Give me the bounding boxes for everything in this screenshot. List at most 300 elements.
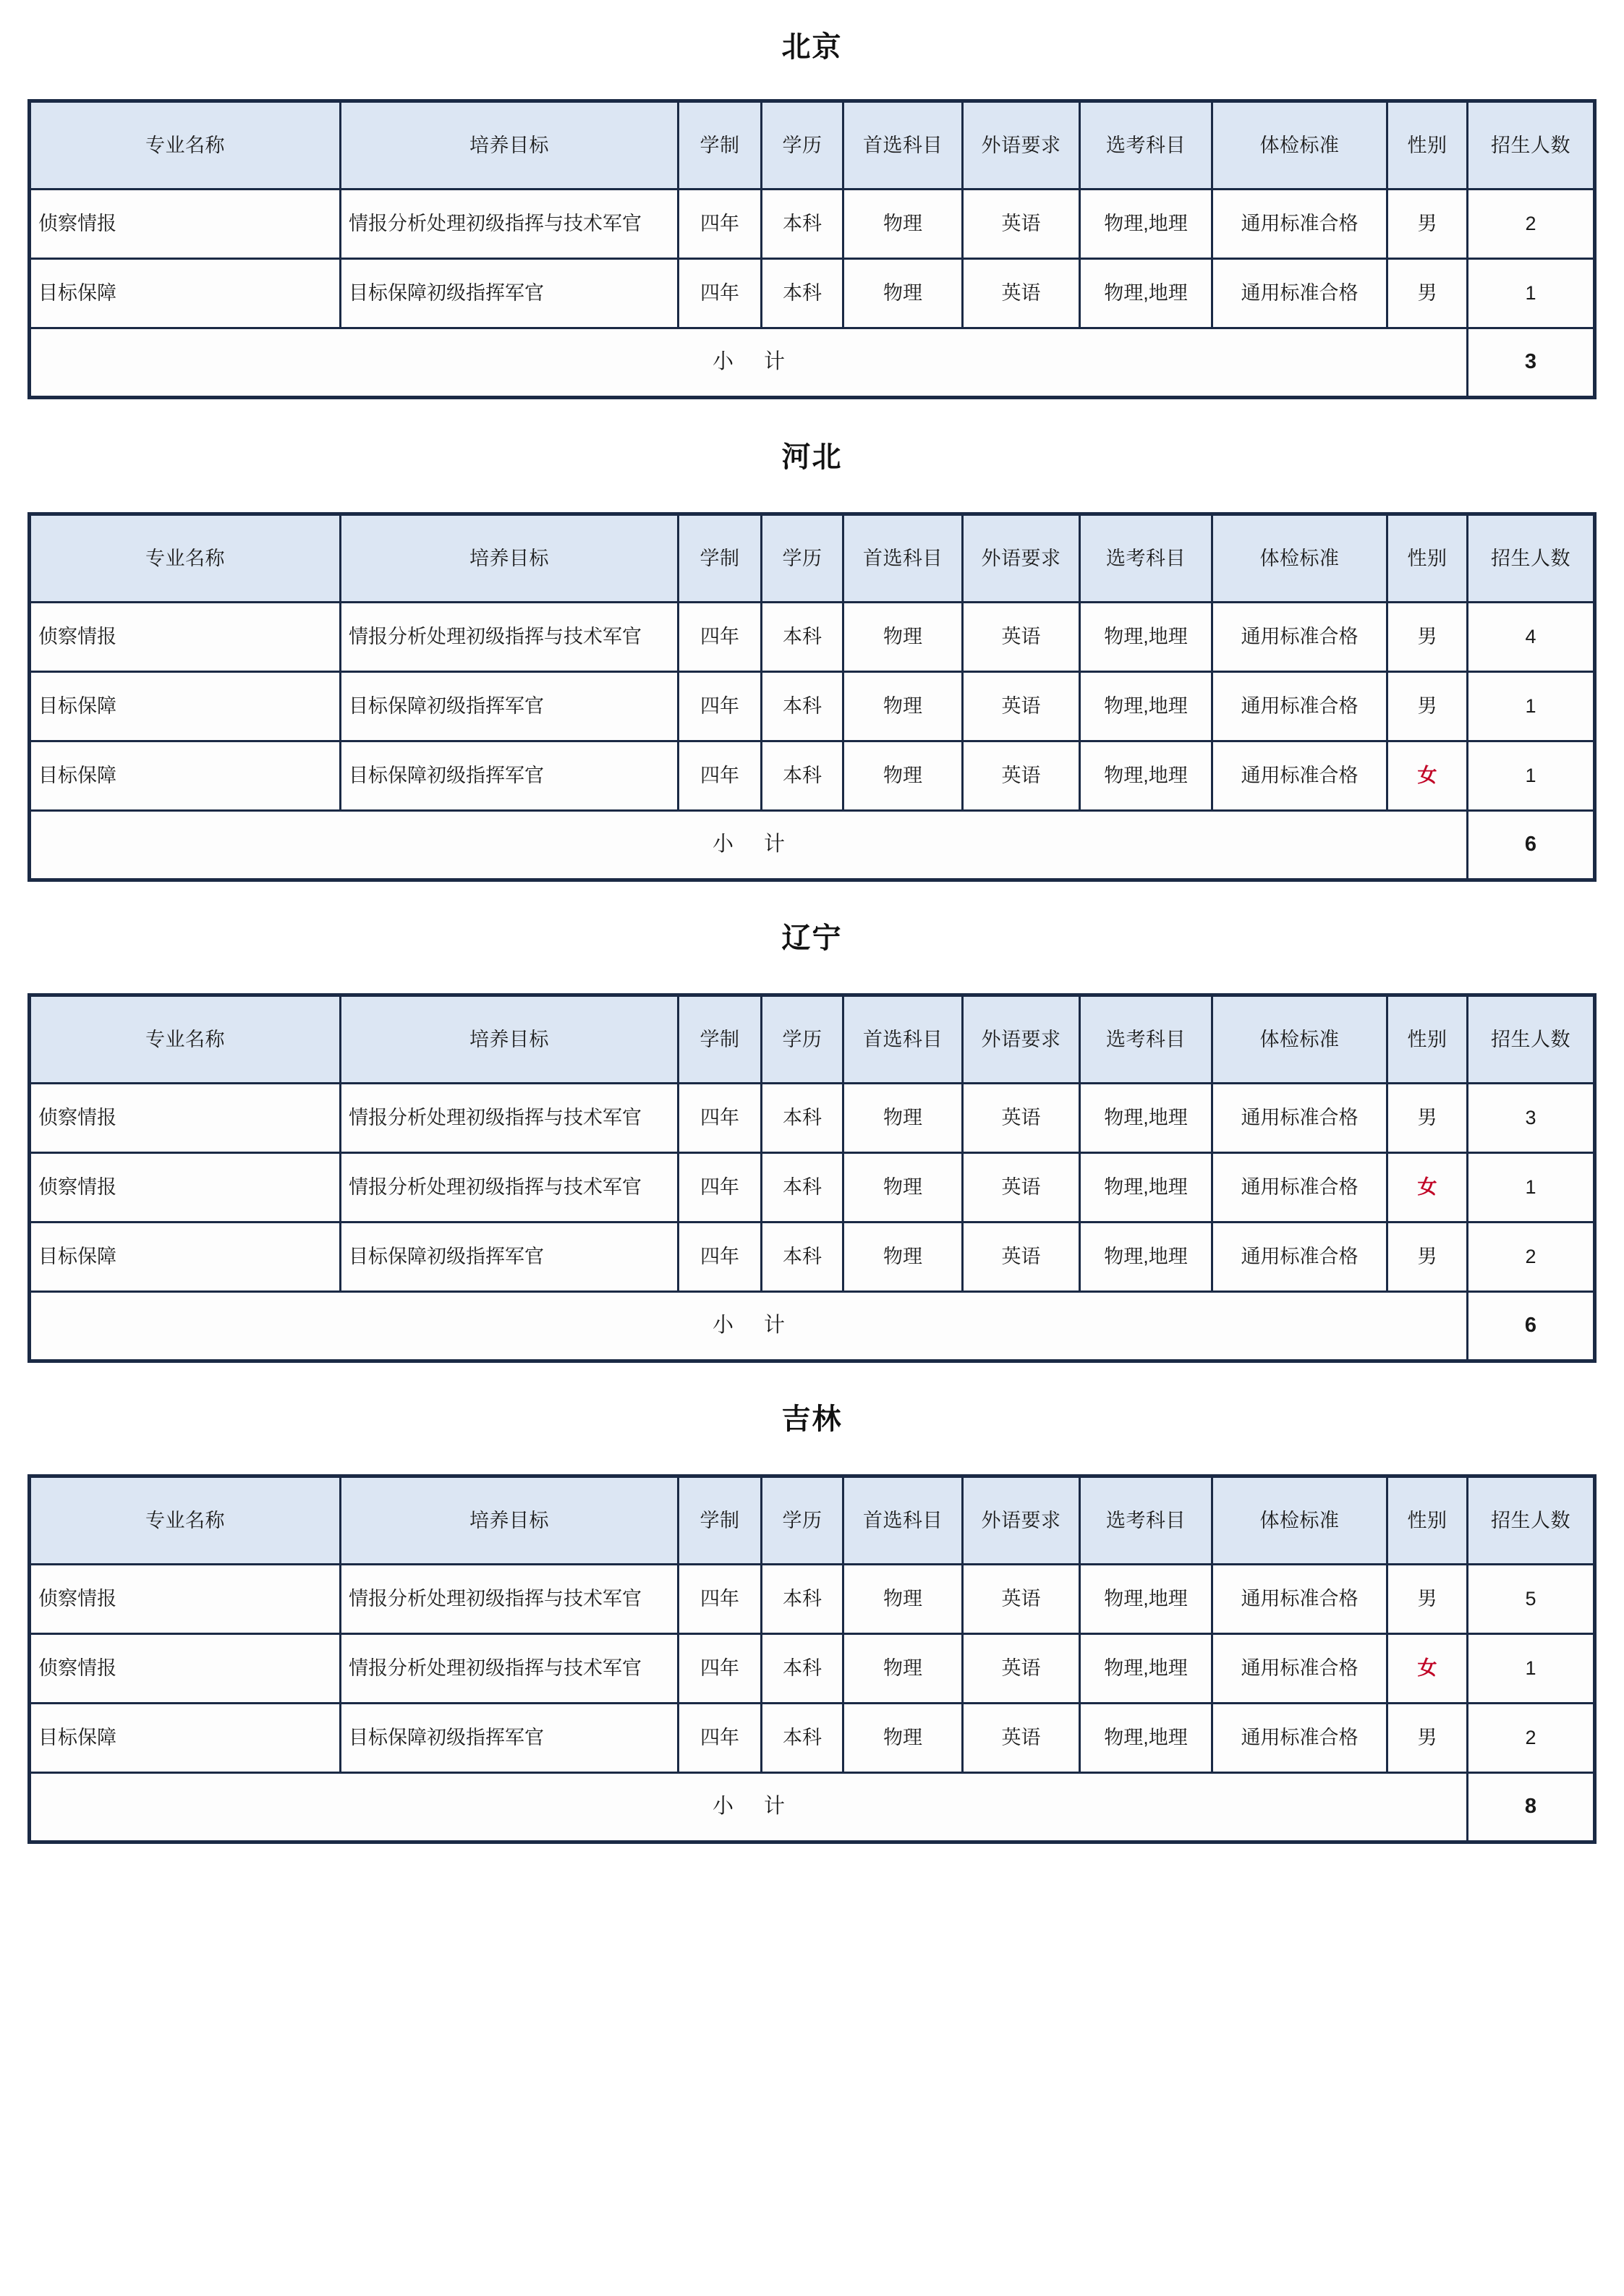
region-block: [0, 399, 1624, 882]
cell-elective: [1080, 1704, 1212, 1773]
goal-value: 目标保障初级指挥军官: [349, 282, 544, 305]
elective-value: 物理,地理: [1104, 765, 1188, 787]
table-wrapper: [0, 512, 1624, 882]
table-wrapper: [0, 99, 1624, 399]
years-value: 四年: [700, 1176, 739, 1199]
cell-language: [963, 1634, 1080, 1704]
column-header-first-subject: 首选科目: [843, 101, 963, 190]
degree-value: 本科: [783, 626, 822, 648]
cell-count: [1468, 1084, 1595, 1153]
goal-value: 情报分析处理初级指挥与技术军官: [349, 213, 642, 235]
major-value: 侦察情报: [38, 1588, 116, 1610]
first-subject-value: 物理: [883, 282, 922, 305]
cell-degree: [762, 741, 843, 811]
years-value: 四年: [700, 695, 739, 718]
cell-years: [679, 1223, 762, 1292]
table-row: [30, 1223, 1595, 1292]
column-header-first-subject: 首选科目: [843, 514, 963, 603]
column-header-goal: 培养目标: [341, 101, 679, 190]
cell-elective: [1080, 190, 1212, 259]
subtotal-value: [1468, 1292, 1595, 1361]
column-header-years: 学制: [679, 995, 762, 1084]
degree-value: 本科: [783, 1246, 822, 1268]
page-bottom-spacer: [0, 1844, 1624, 1931]
column-header-count: 招生人数: [1468, 101, 1595, 190]
table-row: [30, 1153, 1595, 1223]
cell-language: [963, 1084, 1080, 1153]
cell-medical: [1212, 1223, 1387, 1292]
table-row: [30, 1634, 1595, 1704]
major-value: 侦察情报: [38, 626, 116, 648]
column-header-elective: 选考科目: [1080, 995, 1212, 1084]
cell-count: [1468, 1153, 1595, 1223]
cell-first-subject: [843, 1084, 963, 1153]
cell-degree: [762, 1634, 843, 1704]
column-header-degree: 学历: [762, 101, 843, 190]
column-header-count: 招生人数: [1468, 1476, 1595, 1565]
degree-value: 本科: [783, 765, 822, 787]
table-row: [30, 672, 1595, 741]
cell-goal: [341, 190, 679, 259]
region-title: 吉林: [781, 1403, 843, 1435]
subtotal-row: [30, 328, 1595, 398]
gender-value: 男: [1417, 626, 1437, 648]
gender-value: 女: [1417, 1657, 1437, 1680]
cell-elective: [1080, 672, 1212, 741]
admission-table: [27, 99, 1597, 399]
cell-goal: [341, 1565, 679, 1634]
first-subject-value: 物理: [883, 626, 922, 648]
first-subject-value: 物理: [883, 695, 922, 718]
table-row: [30, 259, 1595, 328]
count-value: 5: [1525, 1588, 1536, 1610]
column-header-medical: 体检标准: [1212, 995, 1387, 1084]
admission-table: [27, 1474, 1597, 1844]
first-subject-value: 物理: [883, 1176, 922, 1199]
cell-language: [963, 741, 1080, 811]
region-block: [0, 1363, 1624, 1844]
table-row: [30, 1084, 1595, 1153]
cell-count: [1468, 672, 1595, 741]
first-subject-value: 物理: [883, 1657, 922, 1680]
table-header-row: [30, 101, 1595, 190]
degree-value: 本科: [783, 1107, 822, 1129]
column-header-years: 学制: [679, 514, 762, 603]
language-value: 英语: [1001, 765, 1041, 787]
cell-elective: [1080, 1084, 1212, 1153]
table-header-row: [30, 995, 1595, 1084]
admission-table: [27, 993, 1597, 1363]
column-header-medical: 体检标准: [1212, 101, 1387, 190]
elective-value: 物理,地理: [1104, 1176, 1188, 1199]
cell-count: [1468, 1223, 1595, 1292]
elective-value: 物理,地理: [1104, 626, 1188, 648]
cell-years: [679, 603, 762, 672]
elective-value: 物理,地理: [1104, 1588, 1188, 1610]
cell-elective: [1080, 603, 1212, 672]
degree-value: 本科: [783, 1727, 822, 1749]
first-subject-value: 物理: [883, 765, 922, 787]
cell-elective: [1080, 1565, 1212, 1634]
language-value: 英语: [1001, 1657, 1041, 1680]
degree-value: 本科: [783, 1588, 822, 1610]
degree-value: 本科: [783, 213, 822, 235]
column-header-major: 专业名称: [30, 101, 341, 190]
cell-gender: [1387, 1704, 1468, 1773]
region-title: 北京: [781, 31, 843, 63]
years-value: 四年: [700, 1727, 739, 1749]
table-header-row: [30, 514, 1595, 603]
language-value: 英语: [1001, 1107, 1041, 1129]
cell-years: [679, 190, 762, 259]
language-value: 英语: [1001, 626, 1041, 648]
column-header-language: 外语要求: [963, 1476, 1080, 1565]
table-wrapper: [0, 993, 1624, 1363]
cell-gender: [1387, 1565, 1468, 1634]
cell-degree: [762, 1153, 843, 1223]
cell-language: [963, 1565, 1080, 1634]
cell-goal: [341, 741, 679, 811]
cell-degree: [762, 1223, 843, 1292]
goal-value: 情报分析处理初级指挥与技术军官: [349, 1176, 642, 1199]
cell-medical: [1212, 1153, 1387, 1223]
subtotal-row: [30, 1292, 1595, 1361]
gender-value: 男: [1417, 695, 1437, 718]
medical-value: 通用标准合格: [1241, 1176, 1359, 1199]
goal-value: 情报分析处理初级指挥与技术军官: [349, 1588, 642, 1610]
column-header-elective: 选考科目: [1080, 514, 1212, 603]
count-value: 1: [1525, 282, 1536, 305]
cell-medical: [1212, 1565, 1387, 1634]
years-value: 四年: [700, 765, 739, 787]
column-header-degree: 学历: [762, 995, 843, 1084]
region-block: [0, 0, 1624, 399]
medical-value: 通用标准合格: [1241, 1246, 1359, 1268]
column-header-degree: 学历: [762, 514, 843, 603]
first-subject-value: 物理: [883, 1588, 922, 1610]
language-value: 英语: [1001, 1727, 1041, 1749]
cell-major: [30, 1704, 341, 1773]
cell-gender: [1387, 741, 1468, 811]
medical-value: 通用标准合格: [1241, 1727, 1359, 1749]
column-header-gender: 性别: [1387, 514, 1468, 603]
column-header-medical: 体检标准: [1212, 1476, 1387, 1565]
cell-medical: [1212, 259, 1387, 328]
cell-language: [963, 603, 1080, 672]
cell-degree: [762, 603, 843, 672]
years-value: 四年: [700, 626, 739, 648]
major-value: 侦察情报: [38, 1107, 116, 1129]
cell-gender: [1387, 603, 1468, 672]
elective-value: 物理,地理: [1104, 213, 1188, 235]
major-value: 侦察情报: [38, 1657, 116, 1680]
column-header-count: 招生人数: [1468, 514, 1595, 603]
gender-value: 男: [1417, 213, 1437, 235]
cell-count: [1468, 1634, 1595, 1704]
subtotal-count: 3: [1524, 350, 1537, 374]
major-value: 侦察情报: [38, 213, 116, 235]
cell-count: [1468, 741, 1595, 811]
cell-degree: [762, 190, 843, 259]
major-value: 目标保障: [38, 695, 116, 718]
cell-medical: [1212, 603, 1387, 672]
admission-table: [27, 512, 1597, 882]
cell-medical: [1212, 1634, 1387, 1704]
count-value: 2: [1525, 1727, 1536, 1749]
cell-elective: [1080, 1634, 1212, 1704]
cell-years: [679, 1565, 762, 1634]
cell-major: [30, 1153, 341, 1223]
cell-degree: [762, 672, 843, 741]
first-subject-value: 物理: [883, 1246, 922, 1268]
cell-medical: [1212, 672, 1387, 741]
cell-first-subject: [843, 1565, 963, 1634]
medical-value: 通用标准合格: [1241, 1588, 1359, 1610]
years-value: 四年: [700, 213, 739, 235]
subtotal-value: [1468, 328, 1595, 398]
goal-value: 目标保障初级指挥军官: [349, 1246, 544, 1268]
region-title: 河北: [781, 441, 843, 473]
cell-goal: [341, 1153, 679, 1223]
column-header-goal: 培养目标: [341, 1476, 679, 1565]
cell-gender: [1387, 259, 1468, 328]
subtotal-count: 6: [1524, 1314, 1537, 1338]
goal-value: 目标保障初级指挥军官: [349, 1727, 544, 1749]
column-header-major: 专业名称: [30, 995, 341, 1084]
cell-years: [679, 1634, 762, 1704]
years-value: 四年: [700, 1246, 739, 1268]
years-value: 四年: [700, 1107, 739, 1129]
cell-degree: [762, 1565, 843, 1634]
subtotal-count: 8: [1524, 1795, 1537, 1819]
cell-language: [963, 259, 1080, 328]
column-header-goal: 培养目标: [341, 514, 679, 603]
column-header-elective: 选考科目: [1080, 101, 1212, 190]
cell-first-subject: [843, 190, 963, 259]
language-value: 英语: [1001, 695, 1041, 718]
cell-gender: [1387, 672, 1468, 741]
goal-value: 情报分析处理初级指挥与技术军官: [349, 1107, 642, 1129]
cell-elective: [1080, 741, 1212, 811]
language-value: 英语: [1001, 282, 1041, 305]
cell-language: [963, 1704, 1080, 1773]
count-value: 1: [1525, 1176, 1536, 1199]
cell-goal: [341, 259, 679, 328]
cell-first-subject: [843, 603, 963, 672]
table-row: [30, 1704, 1595, 1773]
count-value: 1: [1525, 695, 1536, 718]
gender-value: 女: [1417, 765, 1437, 787]
major-value: 目标保障: [38, 1727, 116, 1749]
cell-goal: [341, 1704, 679, 1773]
cell-degree: [762, 1704, 843, 1773]
cell-gender: [1387, 1634, 1468, 1704]
subtotal-count: 6: [1524, 833, 1537, 856]
column-header-elective: 选考科目: [1080, 1476, 1212, 1565]
first-subject-value: 物理: [883, 1727, 922, 1749]
goal-value: 目标保障初级指挥军官: [349, 765, 544, 787]
cell-major: [30, 1634, 341, 1704]
cell-goal: [341, 1084, 679, 1153]
cell-medical: [1212, 741, 1387, 811]
count-value: 2: [1525, 213, 1536, 235]
cell-goal: [341, 672, 679, 741]
elective-value: 物理,地理: [1104, 282, 1188, 305]
cell-goal: [341, 1223, 679, 1292]
cell-years: [679, 259, 762, 328]
medical-value: 通用标准合格: [1241, 282, 1359, 305]
elective-value: 物理,地理: [1104, 695, 1188, 718]
subtotal-label: 小计: [30, 1292, 1468, 1361]
major-value: 目标保障: [38, 765, 116, 787]
cell-count: [1468, 1565, 1595, 1634]
column-header-years: 学制: [679, 101, 762, 190]
column-header-major: 专业名称: [30, 1476, 341, 1565]
cell-major: [30, 1565, 341, 1634]
table-header-row: [30, 1476, 1595, 1565]
count-value: 1: [1525, 1657, 1536, 1680]
column-header-count: 招生人数: [1468, 995, 1595, 1084]
cell-medical: [1212, 1084, 1387, 1153]
cell-years: [679, 672, 762, 741]
cell-elective: [1080, 259, 1212, 328]
column-header-language: 外语要求: [963, 995, 1080, 1084]
cell-years: [679, 1153, 762, 1223]
cell-degree: [762, 1084, 843, 1153]
cell-first-subject: [843, 672, 963, 741]
cell-degree: [762, 259, 843, 328]
table-wrapper: [0, 1474, 1624, 1844]
cell-medical: [1212, 1704, 1387, 1773]
cell-medical: [1212, 190, 1387, 259]
cell-major: [30, 190, 341, 259]
cell-gender: [1387, 1153, 1468, 1223]
count-value: 3: [1525, 1107, 1536, 1129]
subtotal-value: [1468, 811, 1595, 880]
region-block: [0, 882, 1624, 1363]
column-header-gender: 性别: [1387, 101, 1468, 190]
cell-years: [679, 1704, 762, 1773]
medical-value: 通用标准合格: [1241, 695, 1359, 718]
elective-value: 物理,地理: [1104, 1246, 1188, 1268]
cell-first-subject: [843, 259, 963, 328]
elective-value: 物理,地理: [1104, 1727, 1188, 1749]
gender-value: 男: [1417, 282, 1437, 305]
count-value: 1: [1525, 765, 1536, 787]
cell-first-subject: [843, 1634, 963, 1704]
language-value: 英语: [1001, 1246, 1041, 1268]
years-value: 四年: [700, 1588, 739, 1610]
cell-first-subject: [843, 1223, 963, 1292]
first-subject-value: 物理: [883, 1107, 922, 1129]
cell-language: [963, 672, 1080, 741]
cell-goal: [341, 603, 679, 672]
column-header-degree: 学历: [762, 1476, 843, 1565]
cell-language: [963, 1223, 1080, 1292]
table-row: [30, 741, 1595, 811]
years-value: 四年: [700, 282, 739, 305]
degree-value: 本科: [783, 695, 822, 718]
goal-value: 情报分析处理初级指挥与技术军官: [349, 626, 642, 648]
cell-count: [1468, 259, 1595, 328]
medical-value: 通用标准合格: [1241, 1107, 1359, 1129]
cell-years: [679, 741, 762, 811]
medical-value: 通用标准合格: [1241, 765, 1359, 787]
cell-language: [963, 1153, 1080, 1223]
region-title: 辽宁: [781, 922, 843, 954]
subtotal-row: [30, 1773, 1595, 1842]
cell-major: [30, 672, 341, 741]
cell-major: [30, 259, 341, 328]
major-value: 目标保障: [38, 282, 116, 305]
cell-first-subject: [843, 741, 963, 811]
cell-count: [1468, 603, 1595, 672]
degree-value: 本科: [783, 1176, 822, 1199]
elective-value: 物理,地理: [1104, 1657, 1188, 1680]
first-subject-value: 物理: [883, 213, 922, 235]
column-header-gender: 性别: [1387, 1476, 1468, 1565]
cell-major: [30, 603, 341, 672]
gender-value: 男: [1417, 1246, 1437, 1268]
column-header-years: 学制: [679, 1476, 762, 1565]
gender-value: 男: [1417, 1727, 1437, 1749]
subtotal-row: [30, 811, 1595, 880]
cell-major: [30, 741, 341, 811]
column-header-medical: 体检标准: [1212, 514, 1387, 603]
medical-value: 通用标准合格: [1241, 1657, 1359, 1680]
table-row: [30, 1565, 1595, 1634]
subtotal-label: 小计: [30, 328, 1468, 398]
goal-value: 目标保障初级指挥军官: [349, 695, 544, 718]
major-value: 目标保障: [38, 1246, 116, 1268]
column-header-language: 外语要求: [963, 101, 1080, 190]
cell-gender: [1387, 1223, 1468, 1292]
cell-count: [1468, 190, 1595, 259]
column-header-gender: 性别: [1387, 995, 1468, 1084]
cell-first-subject: [843, 1153, 963, 1223]
table-row: [30, 190, 1595, 259]
subtotal-value: [1468, 1773, 1595, 1842]
cell-elective: [1080, 1223, 1212, 1292]
cell-gender: [1387, 190, 1468, 259]
cell-years: [679, 1084, 762, 1153]
cell-major: [30, 1084, 341, 1153]
gender-value: 女: [1417, 1176, 1437, 1199]
cell-count: [1468, 1704, 1595, 1773]
cell-major: [30, 1223, 341, 1292]
medical-value: 通用标准合格: [1241, 626, 1359, 648]
count-value: 2: [1525, 1246, 1536, 1268]
subtotal-label: 小计: [30, 1773, 1468, 1842]
years-value: 四年: [700, 1657, 739, 1680]
language-value: 英语: [1001, 213, 1041, 235]
degree-value: 本科: [783, 282, 822, 305]
major-value: 侦察情报: [38, 1176, 116, 1199]
cell-goal: [341, 1634, 679, 1704]
column-header-language: 外语要求: [963, 514, 1080, 603]
language-value: 英语: [1001, 1588, 1041, 1610]
degree-value: 本科: [783, 1657, 822, 1680]
subtotal-label: 小计: [30, 811, 1468, 880]
goal-value: 情报分析处理初级指挥与技术军官: [349, 1657, 642, 1680]
column-header-goal: 培养目标: [341, 995, 679, 1084]
cell-first-subject: [843, 1704, 963, 1773]
column-header-first-subject: 首选科目: [843, 1476, 963, 1565]
cell-elective: [1080, 1153, 1212, 1223]
medical-value: 通用标准合格: [1241, 213, 1359, 235]
gender-value: 男: [1417, 1107, 1437, 1129]
language-value: 英语: [1001, 1176, 1041, 1199]
